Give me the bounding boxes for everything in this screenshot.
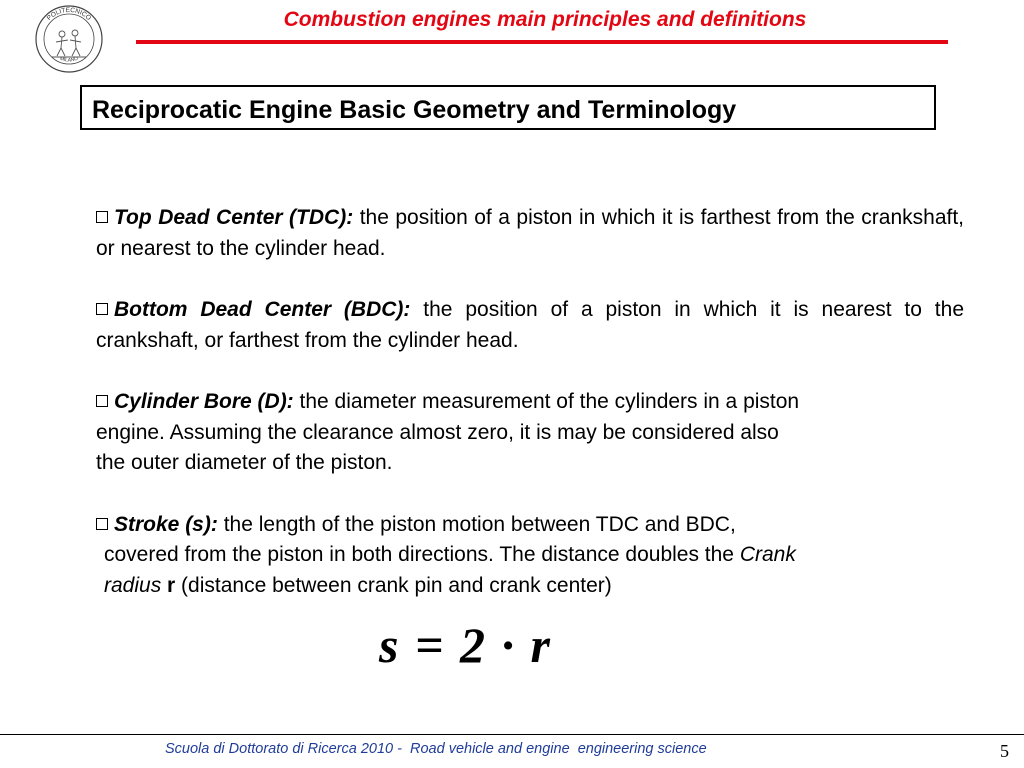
page-number: 5 <box>1000 741 1009 761</box>
square-bullet-icon <box>96 211 108 223</box>
definition-text-line: (distance between crank pin and crank center) <box>175 573 612 597</box>
definition-bore <box>96 387 964 479</box>
definition-text-line: engine. Assuming the clearance almost zero, it is may be considered also <box>96 420 779 444</box>
stroke-formula: s = 2 · r <box>379 617 552 673</box>
definition-bdc <box>96 295 964 356</box>
definition-text-line: the outer diameter of the piston. <box>96 451 393 474</box>
square-bullet-icon <box>96 518 108 530</box>
radius-symbol: r <box>161 573 176 597</box>
term-bdc-suffix: ): <box>396 298 411 321</box>
university-seal-icon <box>34 4 104 74</box>
term-tdc: Top Dead Center <box>114 206 283 229</box>
term-stroke: Stroke (s): <box>114 512 218 536</box>
term-bore: Cylinder Bore (D): <box>114 390 294 413</box>
definition-text-line: the length of the piston motion between TDC and BDC, <box>217 512 736 536</box>
crank-radius-term: Crank <box>739 543 796 566</box>
logo-text-top: POLITECNICO <box>45 6 93 23</box>
definition-stroke <box>96 510 964 602</box>
header-title: Combustion engines main principles and definitions <box>283 8 807 31</box>
logo-text-bottom: MILANO <box>58 55 80 64</box>
definitions-list <box>96 203 964 632</box>
definition-tdc <box>96 203 964 264</box>
header-divider <box>136 40 948 44</box>
footer-divider <box>0 734 1024 735</box>
term-bdc: Bottom Dead Center (BDC <box>114 298 397 321</box>
square-bullet-icon <box>96 303 108 315</box>
term-tdc-abbr: (TDC): <box>282 206 354 229</box>
crank-radius-term: radius <box>104 573 162 597</box>
section-title-box <box>80 85 936 130</box>
footer-text: Scuola di Dottorato di Ricerca 2010 - Road vehicle and engine engineering science <box>165 741 707 757</box>
definition-text-line: covered from the piston in both directions. The distance doubles the <box>104 543 740 566</box>
definition-text: the position of a piston in which it is farthest from the crankshaft, or nearest to the cylinder head. <box>96 206 965 260</box>
definition-text: the position of a piston in which it is nearest to the crankshaft, or farthest from the cylinder head. <box>96 298 964 352</box>
section-title: Reciprocatic Engine Basic Geometry and Terminology <box>92 96 737 124</box>
square-bullet-icon <box>96 395 108 407</box>
definition-text-line: the diameter measurement of the cylinders in a piston <box>293 390 800 413</box>
